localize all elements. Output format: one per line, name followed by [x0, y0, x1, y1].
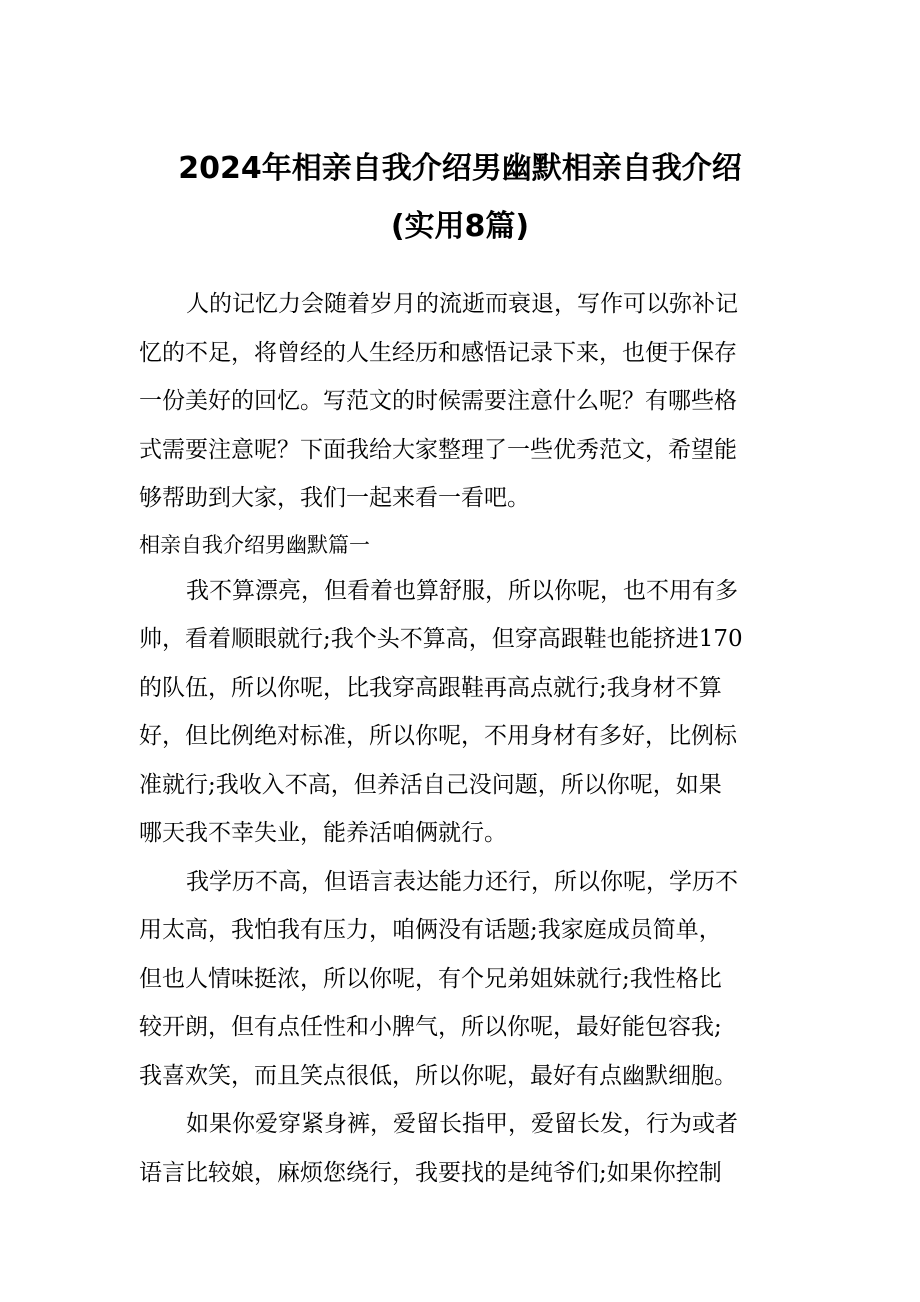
text-line: 但也人情味挺浓，所以你呢，有个兄弟姐妹就行;我性格比: [139, 965, 722, 992]
text-line: 我不算漂亮，但看着也算舒服，所以你呢，也不用有多: [186, 577, 738, 604]
section-heading: 相亲自我介绍男幽默篇一: [139, 532, 370, 557]
text-line: 准就行;我收入不高，但养活自己没问题，所以你呢，如果: [139, 771, 722, 798]
text-line: 帅，看着顺眼就行;我个头不算高，但穿高跟鞋也能挤进170: [139, 626, 743, 652]
title-line: (实用8篇): [390, 209, 530, 244]
body-paragraph: [139, 1100, 784, 1197]
text-line: 一份美好的回忆。写范文的时候需要注意什么呢？有哪些格: [139, 388, 737, 414]
text-line: 忆的不足，将曾经的人生经历和感悟记录下来，也便于保存: [139, 339, 737, 366]
text-line: 较开朗，但有点任性和小脾气，所以你呢，最好能包容我;: [139, 1014, 722, 1040]
document-title: [100, 140, 820, 256]
text-line: 的队伍，所以你呢，比我穿高跟鞋再高点就行;我身材不算: [139, 674, 722, 701]
text-line: 语言比较娘，麻烦您绕行，我要找的是纯爷们;如果你控制: [139, 1159, 722, 1186]
text-line: 人的记忆力会随着岁月的流逝而衰退，写作可以弥补记: [186, 291, 738, 317]
body-paragraph: [139, 858, 784, 1101]
text-line: 我喜欢笑，而且笑点很低，所以你呢，最好有点幽默细胞。: [139, 1062, 737, 1089]
text-line: 好，但比例绝对标准，所以你呢，不用身材有多好，比例标: [139, 723, 737, 749]
body-paragraph: [139, 567, 784, 858]
text-line: 哪天我不幸失业，能养活咱俩就行。: [139, 820, 507, 846]
text-line: 式需要注意呢？下面我给大家整理了一些优秀范文，希望能: [139, 436, 737, 463]
intro-paragraph: [139, 280, 784, 523]
document-body: [139, 280, 784, 1197]
text-line: 如果你爱穿紧身裤，爱留长指甲，爱留长发，行为或者: [186, 1111, 738, 1137]
text-line: 我学历不高，但语言表达能力还行，所以你呢，学历不: [186, 868, 738, 895]
title-line: 2024年相亲自我介绍男幽默相亲自我介绍: [178, 151, 742, 186]
text-line: 够帮助到大家，我们一起来看一看吧。: [139, 485, 530, 511]
text-line: 用太高，我怕我有压力，咱俩没有话题;我家庭成员简单，: [139, 917, 722, 943]
